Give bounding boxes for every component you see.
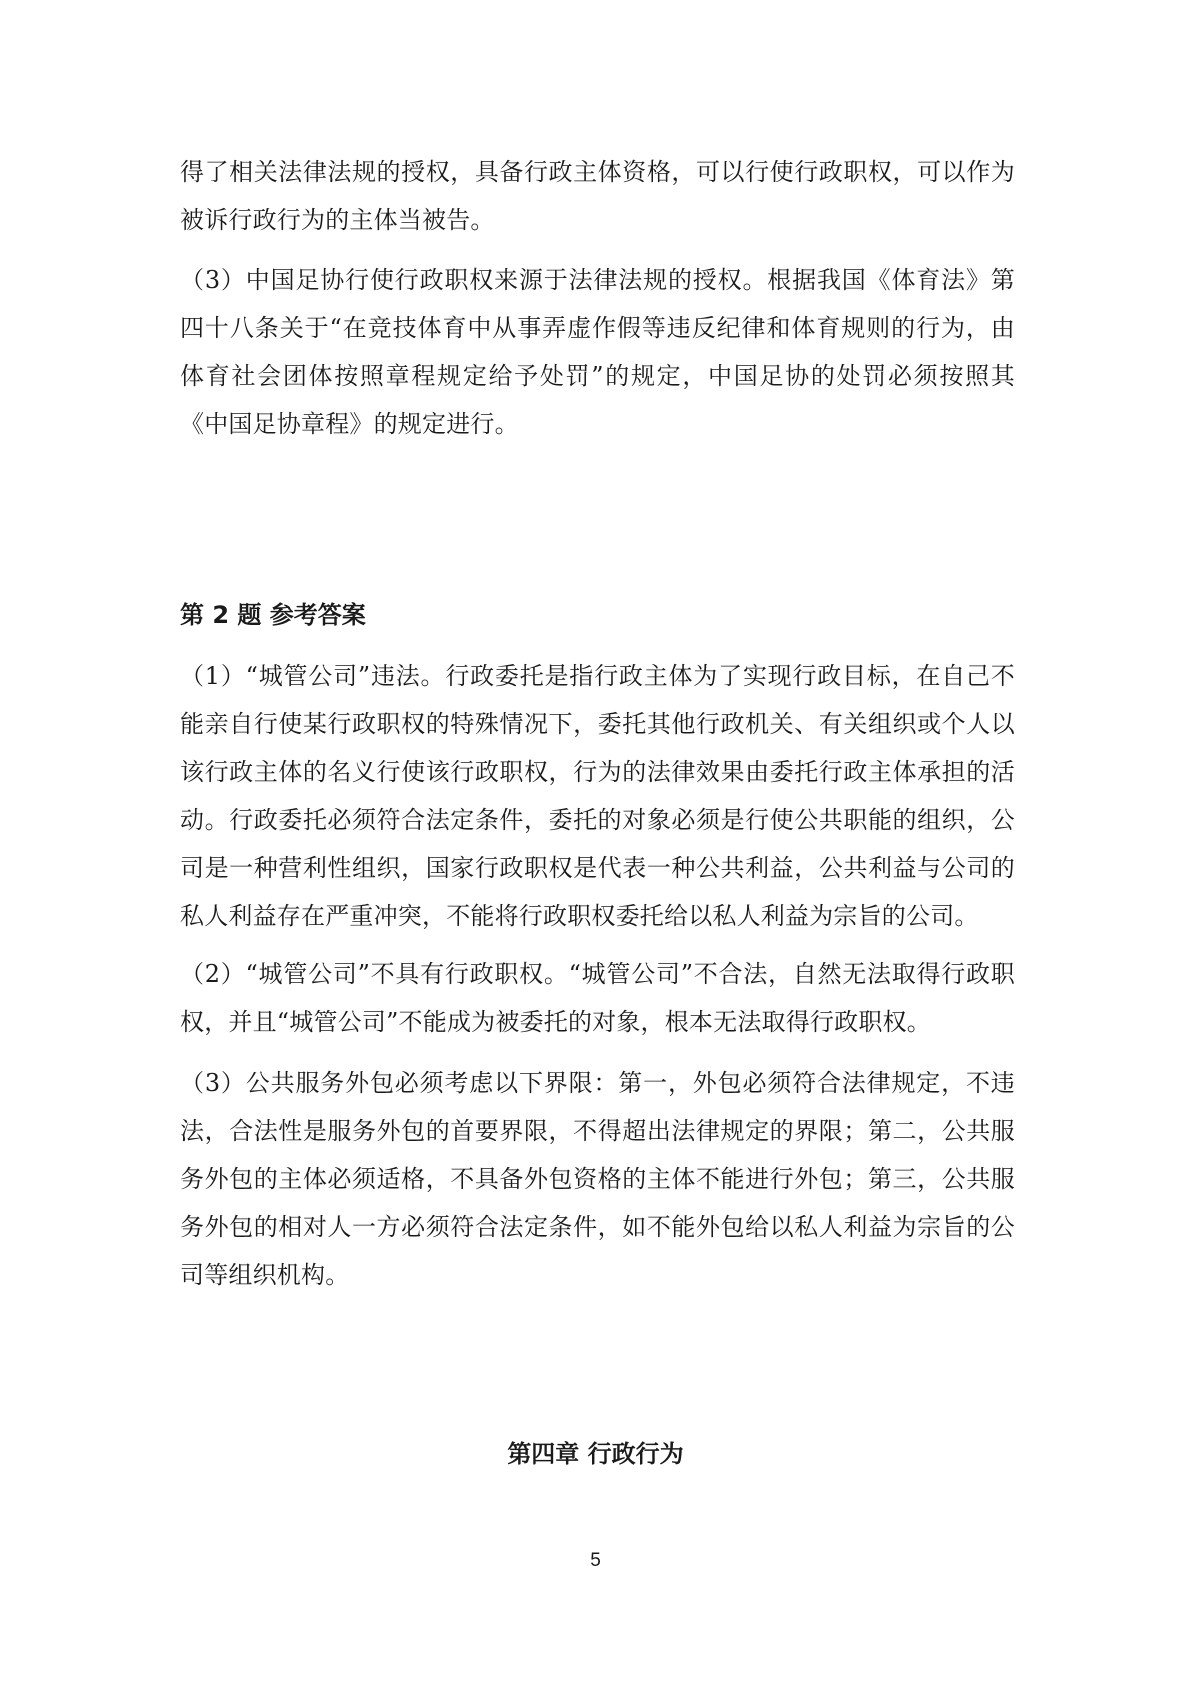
chapter-heading: 第四章 行政行为 [507,1440,684,1468]
answer-point-1: （1）“城管公司”违法。行政委托是指行政主体为了实现行政目标，在自己不能亲自行使某行政职权的特殊情况下，委托其他行政机关、有关组织或个人以该行政主体的名义行使该行政职权，行为的法律效果由委托行政主体承担的活动。行政委托必须符合法定条件，委托的对象必须是行使公共职能的组织，公司是一种营利性组织，国家行政职权是代表一种公共利益，公共利益与公司的私人利益存在严重冲突，不能将行政职权委托给以私人利益为宗旨的公司。 [180,662,1015,930]
page-number: 5 [590,1550,601,1571]
answer-point-3b: （3）公共服务外包必须考虑以下界限：第一，外包必须符合法律规定，不违法，合法性是服务外包的首要界限，不得超出法律规定的界限；第二，公共服务外包的主体必须适格，不具备外包资格的主体不能进行外包；第三，公共服务外包的相对人一方必须符合法定条件，如不能外包给以私人利益为宗旨的公司等组织机构。 [180,1069,1015,1289]
answer-point-3: （3）中国足协行使行政职权来源于法律法规的授权。根据我国《体育法》第四十八条关于“在竞技体育中从事弄虚作假等违反纪律和体育规则的行为，由体育社会团体按照章程规定给予处罚”的规定，中国足协的处罚必须按照其《中国足协章程》的规定进行。 [180,266,1015,438]
paragraph-continuation: 得了相关法律法规的授权，具备行政主体资格，可以行使行政职权，可以作为被诉行政行为的主体当被告。 [180,158,1015,234]
section-heading: 第 2 题 参考答案 [180,601,366,629]
answer-point-2: （2）“城管公司”不具有行政职权。“城管公司”不合法，自然无法取得行政职权，并且“城管公司”不能成为被委托的对象，根本无法取得行政职权。 [180,960,1015,1036]
